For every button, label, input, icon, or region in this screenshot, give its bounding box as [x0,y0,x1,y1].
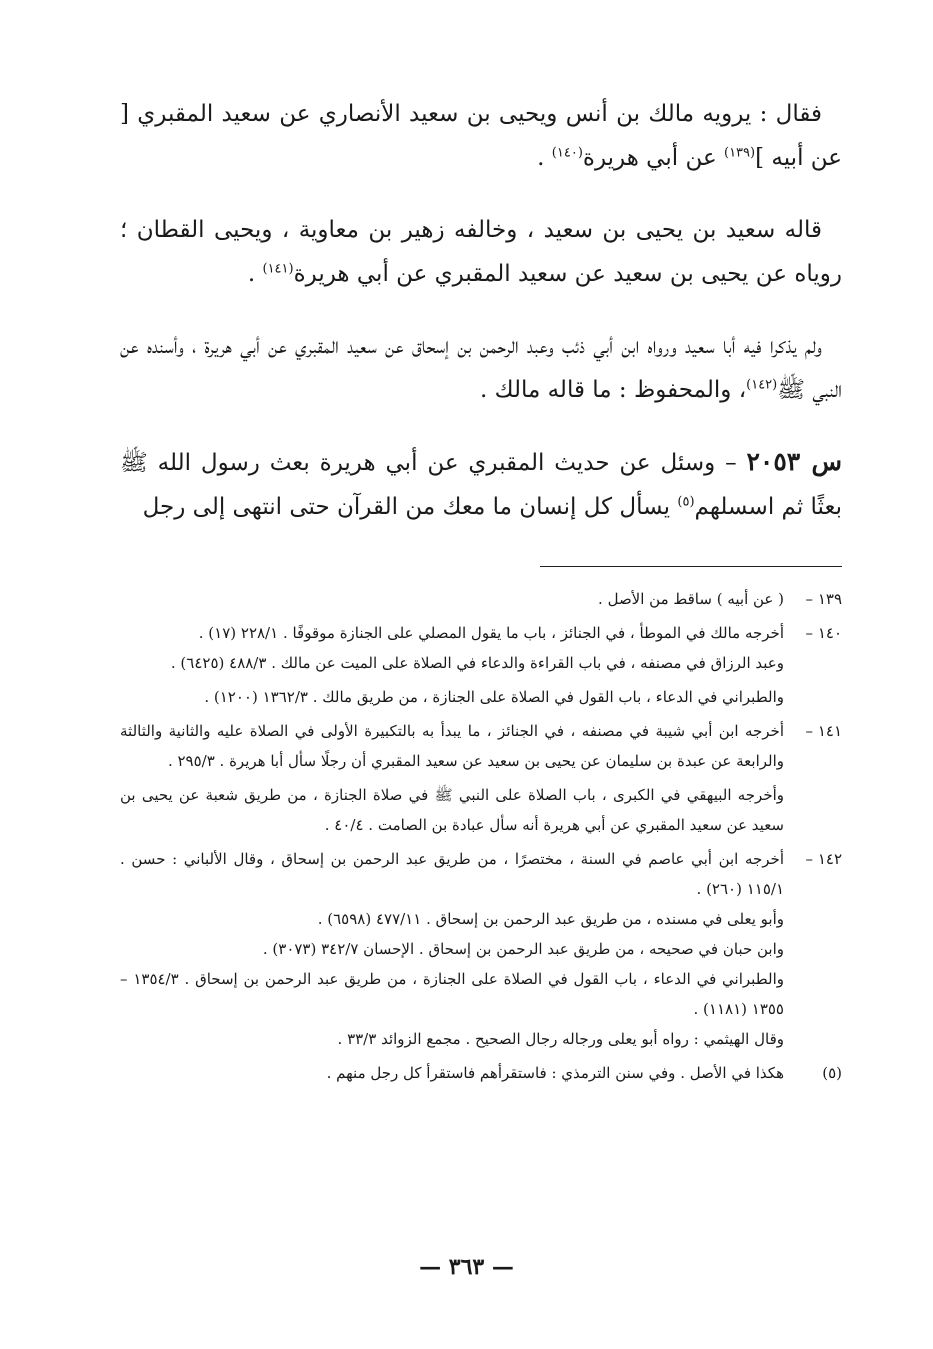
footnote-line: وأخرجه البيهقي في الكبرى ، باب الصلاة على النبي ﷺ في صلاة الجنازة ، من طريق شعبة عن يحيى بن سعيد عن سعيد المقبري عن أبي هريرة أنه سأل عبادة بن الصامت . ٤٠/٤ . [120,786,784,834]
footnote-140 [120,618,842,712]
footnote-line: وقال الهيثمي : رواه أبو يعلى ورجاله رجال الصحيح . مجمع الزوائد ٣٣/٣ . [337,1030,784,1048]
footnotes [120,584,842,1092]
footnote-line: أخرجه ابن أبي عاصم في السنة ، مختصرًا ، من طريق عبد الرحمن بن إسحاق ، وقال الألباني : حسن . ١١٥/١ (٢٦٠) . [120,850,784,898]
footnote-142 [120,844,842,1054]
footnote-line: ( عن أبيه ) ساقط من الأصل . [598,590,784,608]
footnote-line: هكذا في الأصل . وفي سنن الترمذي : فاستقرأهم فاستقرأ كل رجل منهم . [326,1064,784,1082]
footnote-star [120,1058,842,1088]
footnote-139 [120,584,842,614]
footnote-ref-141[interactable]: (١٤١) [262,261,294,277]
paragraph-1-text-c: . [537,145,552,171]
paragraph-2-text-b: . [247,261,263,287]
paragraph-4 [120,440,842,529]
footnote-separator [540,566,842,567]
paragraph-4-text-a: – وسئل عن حديث المقبري عن أبي هريرة بعث رسول الله ﷺ بعثًا ثم اسسلهم [120,450,842,520]
paragraph-3-text-a: ولم يذكرا فيه أبا سعيد ورواه ابن أبي ذئب وعبد الرحمن بن إسحاق عن سعيد المقبري عن أبي هريرة ، وأسنده عن النبي ﷺ [120,333,842,403]
footnote-number: (٥) [822,1064,842,1082]
footnote-number: ١٤٠ – [805,624,842,642]
footnote-ref-139[interactable]: (١٣٩) [724,145,756,161]
footnote-line: أخرجه مالك في الموطأ ، في الجنائز ، باب ما يقول المصلي على الجنازة موقوفًا . ٢٢٨/١ (١٧) . [198,624,784,642]
main-text [120,92,842,557]
footnote-line: والطبراني في الدعاء ، باب القول في الصلاة على الجنازة ، من طريق عبد الرحمن بن إسحاق . ١٣٥٤/٣ – ١٣٥٥ (١١٨١) . [120,970,784,1018]
footnote-ref-star[interactable]: (٥) [677,494,695,510]
footnote-ref-142[interactable]: (١٤٢) [746,377,778,393]
paragraph-2-text-a: قاله سعيد بن يحيى بن سعيد ، وخالفه زهير بن معاوية ، ويحيى القطان ؛ روياه عن يحيى بن سعيد عن سعيد المقبري عن أبي هريرة [120,217,842,287]
page-number: — ٣٦٣ — [419,1254,514,1280]
paragraph-4-text-b: يسأل كل إنسان ما معك من القرآن حتى انتهى إلى رجل [142,494,678,520]
footnote-number: ١٤٢ – [805,850,842,868]
footnote-line: وابن حبان في صحيحه ، من طريق عبد الرحمن بن إسحاق . الإحسان ٣٤٢/٧ (٣٠٧٣) . [262,940,784,958]
paragraph-2 [120,208,842,296]
paragraph-1-text-b: عن أبي هريرة [582,145,724,171]
footnote-line: والطبراني في الدعاء ، باب القول في الصلاة على الجنازة ، من طريق مالك . ١٣٦٢/٣ (١٢٠٠) . [204,688,784,706]
footnote-line: أخرجه ابن أبي شيبة في مصنفه ، في الجنائز ، ما يبدأ به بالتكبيرة الأولى في الصلاة عليه والثانية والثالثة والرابعة عن عبدة بن سليمان عن يحيى بن سعيد عن سعيد المقبري أن رجلًا سأل أبا هريرة . ٢٩٥/٣ . [120,722,784,770]
question-number: س ٢٠٥٣ [746,447,842,476]
footnote-line: وعبد الرزاق في مصنفه ، في باب القراءة والدعاء في الصلاة على الميت عن مالك . ٤٨٨/٣ (٦٤٢٥) . [170,654,784,672]
paragraph-1 [120,92,842,180]
paragraph-3 [120,324,842,412]
paragraph-3-text-b: ، والمحفوظ : ما قاله مالك . [479,377,747,403]
footnote-line: وأبو يعلى في مسنده ، من طريق عبد الرحمن بن إسحاق . ٤٧٧/١١ (٦٥٩٨) . [317,910,784,928]
footnote-141 [120,716,842,840]
footnote-ref-140[interactable]: (١٤٠) [551,145,583,161]
footnote-number: ١٣٩ – [805,590,842,608]
paragraph-1-text-a: فقال : يرويه مالك بن أنس ويحيى بن سعيد الأنصاري عن سعيد المقبري [ عن أبيه ] [120,101,842,171]
footnote-number: ١٤١ – [805,722,842,740]
